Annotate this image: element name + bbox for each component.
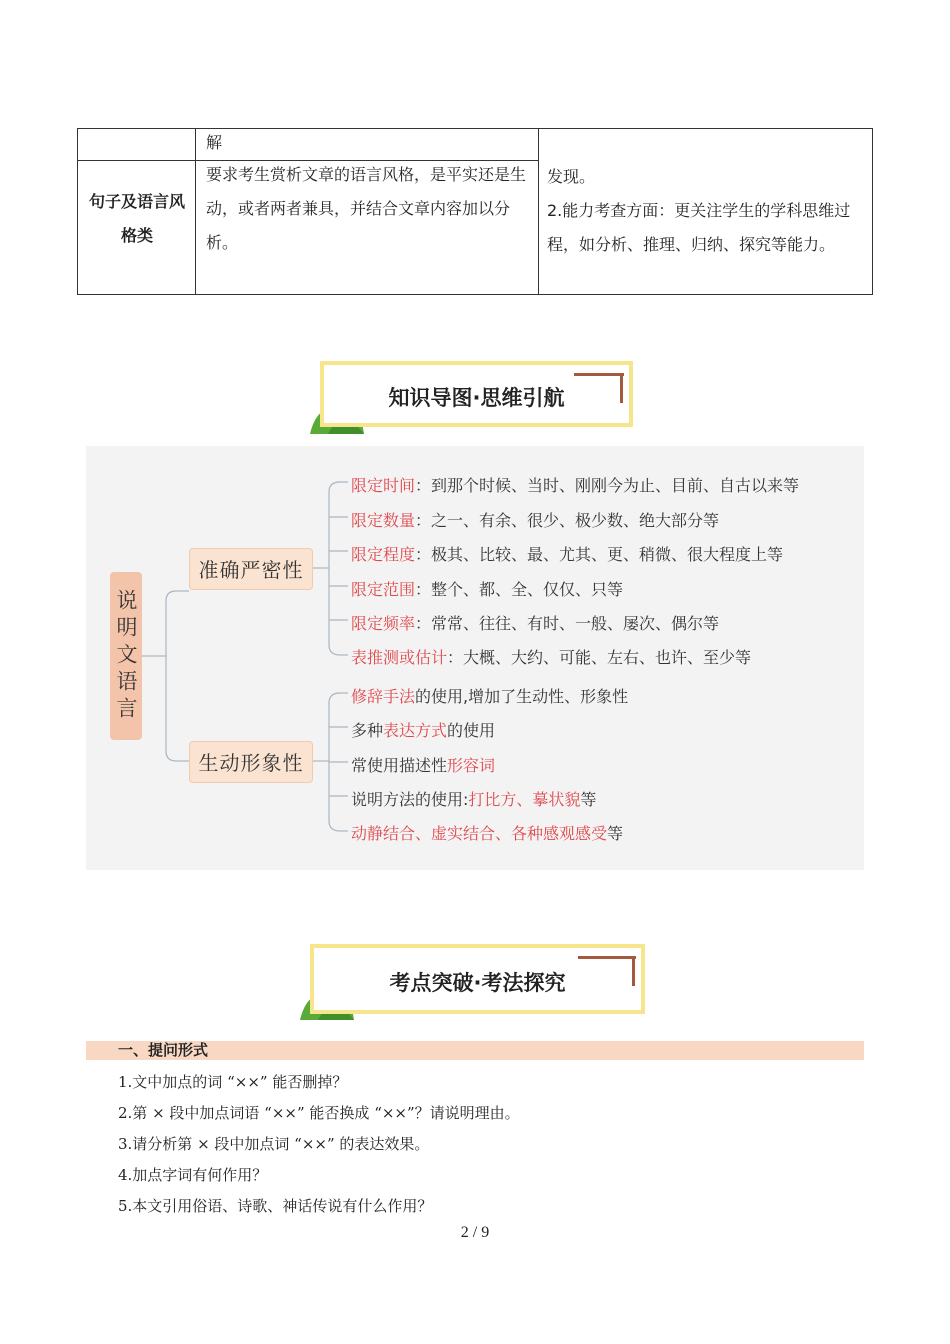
mindmap-banner — [320, 361, 633, 427]
mindmap-branch-vividness: 生动形象性 — [189, 741, 313, 783]
banner-deco — [632, 956, 635, 986]
leaf-key: 打比方、摹状貌 — [468, 790, 581, 809]
page-number: 2 / 9 — [460, 1224, 490, 1241]
leaf-key: 限定程度 — [351, 545, 416, 564]
leaf-key: 限定数量 — [351, 511, 416, 530]
leaf-key: 表达方式 — [383, 721, 448, 740]
mind-map — [86, 446, 864, 870]
table-cell-notes-2: 2.能力考查方面：更关注学生的学科思维过程，如分析、推理、归纳、探究等能力。 — [547, 201, 851, 254]
leaf-text: ：整个、都、全、仅仅、只等 — [415, 580, 624, 599]
mindmap-leaf — [351, 821, 623, 844]
leaf-text: 常使用描述性 — [351, 756, 448, 775]
leaf-key: 修辞手法 — [351, 687, 416, 706]
section-heading: 一、提问形式 — [118, 1041, 209, 1059]
leaf-key: 限定范围 — [351, 580, 416, 599]
leaf-key: 限定时间 — [351, 476, 416, 495]
question-item: 5.本文引用俗语、诗歌、神话传说有什么作用？ — [118, 1197, 433, 1215]
mindmap-leaf — [351, 684, 628, 707]
question-item: 3.请分析第 × 段中加点词 “××” 的表达效果。 — [118, 1135, 430, 1153]
leaf-text: ：常常、往往、有时、一般、屡次、偶尔等 — [415, 614, 720, 633]
leaf-text: ：极其、比较、最、尤其、更、稍微、很大程度上等 — [415, 545, 784, 564]
mindmap-leaf — [351, 473, 799, 496]
table-divider — [195, 129, 196, 294]
mindmap-leaf — [351, 577, 623, 600]
mindmap-leaf — [351, 718, 495, 741]
leaf-key: 动静结合、虚实结合、各种感观感受 — [351, 824, 608, 843]
leaf-text: ：之一、有余、很少、极少数、绝大部分等 — [415, 511, 720, 530]
exam-banner — [310, 944, 645, 1014]
section-heading-bar — [86, 1041, 864, 1060]
banner-title: 考点突破·考法探究 — [389, 971, 566, 995]
mindmap-leaf — [351, 753, 495, 776]
question-item: 1.文中加点的词 “××” 能否删掉？ — [118, 1073, 348, 1091]
question-item: 4.加点字词有何作用？ — [118, 1166, 268, 1184]
table-cell-top: 解 — [206, 133, 223, 152]
leaf-key: 表推测或估计 — [351, 648, 448, 667]
leaf-key: 限定频率 — [351, 614, 416, 633]
mindmap-root: 说明文语言 — [110, 572, 142, 740]
leaf-text: ：大概、大约、可能、左右、也许、至少等 — [447, 648, 752, 667]
mindmap-leaf — [351, 542, 783, 565]
banner-deco — [578, 956, 636, 959]
mindmap-leaf — [351, 611, 719, 634]
mindmap-branch-accuracy: 准确严密性 — [189, 548, 313, 590]
leaf-text: 等 — [607, 824, 624, 843]
leaf-text: ：到那个时候、当时、刚刚今为止、目前、自古以来等 — [415, 476, 800, 495]
mindmap-leaf — [351, 645, 751, 668]
mindmap-leaf — [351, 787, 596, 810]
leaf-text: 的使用,增加了生动性、形象性 — [415, 687, 629, 706]
question-item: 2.第 × 段中加点词语 “××” 能否换成 “××”？请说明理由。 — [118, 1104, 520, 1122]
table-cell-category: 句子及语言风格类 — [88, 192, 185, 245]
leaf-text: 说明方法的使用: — [351, 790, 469, 809]
leaf-text: 等 — [580, 790, 597, 809]
banner-deco — [574, 373, 624, 376]
mindmap-leaf — [351, 508, 719, 531]
leaf-key: 形容词 — [447, 756, 496, 775]
leaf-text: 的使用 — [447, 721, 496, 740]
info-table — [77, 128, 873, 295]
leaf-text: 多种 — [351, 721, 384, 740]
banner-deco — [620, 373, 623, 403]
table-cell-description: 要求考生赏析文章的语言风格，是平实还是生动，或者两者兼具，并结合文章内容加以分析。 — [206, 165, 527, 252]
table-cell-notes-1: 发现。 — [547, 167, 596, 186]
banner-title: 知识导图·思维引航 — [388, 386, 565, 410]
table-divider — [538, 129, 539, 294]
